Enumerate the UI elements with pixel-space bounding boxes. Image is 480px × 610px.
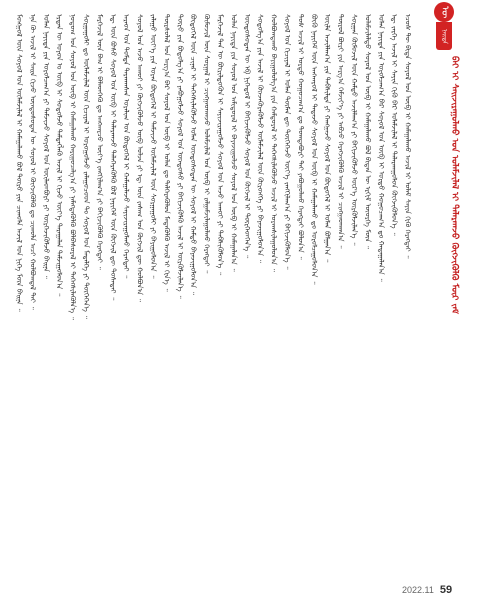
text-column: ᠮᠡᠷᠭᠡᠵᠢᠯ ᠲᠡᠨ ᠦ ᠪᠦᠷᠢᠯᠳᠦᠭᠦᠨ ᠢ ᠰᠠᠶᠢᠵᠢᠷᠠᠭᠤᠯᠵᠤ ᠰᠣᠶᠣᠯ ᠤᠨ ᠠᠵᠤ ᠠᠬᠤᠢ ᠶᠢ ᠳᠡᠪᠰᠢᠭᠦᠯᠦᠨ᠎ᠡ ᠃ <box>216 14 225 276</box>
text-column: ᠡᠳ᠋ ᠦᠨ ᠪᠤᠰᠤ ᠰᠣᠶᠣᠯ ᠤᠨ ᠥᠪ ᠢ ᠲᠠᠯᠠᠷᠬᠠᠵᠤ ᠳᠡᠯᠡᠭᠡᠷᠡᠭᠦᠯᠬᠦ ᠪᠣᠯ ᠨᠡᠶᠢᠭᠡᠮ ᠦᠨ ᠬᠥᠭᠵᠢᠯ ᠳᠦ ᠲᠤᠰᠠᠲᠠᠢ ᠃ <box>108 14 118 301</box>
text-column: ᠳᠦᠷᠰᠦᠯᠡᠯ ᠤᠨ ᠠᠷᠭ᠎ᠠ ᠪᠡᠷ ᠰᠣᠶᠣᠯ ᠤᠨ ᠥᠪ ᠢ ᠣᠯᠠᠨ ᠳᠤ ᠳᠡᠯᠭᠡᠷᠡᠭᠦᠯᠦᠨ ᠮᠡᠳᠡᠭᠦᠯᠬᠦ ᠠᠵᠢᠯ ᠢ ᠬᠢᠨ᠎ᠡ ᠃ <box>162 14 172 292</box>
text-column: ᠣᠯᠠᠨ ᠨᠡᠶᠢᠲᠡ ᠶᠢᠨ ᠣᠷᠤᠯᠴᠠᠭ᠎ᠠ ᠪᠡᠷ ᠰᠣᠶᠣᠯ ᠤᠨ ᠥᠪ ᠢ ᠤᠷᠲᠤ ᠬᠤᠭᠤᠴᠠᠭ᠎ᠠ ᠳᠤ ᠬᠠᠳᠠᠭᠠᠯᠠᠨ᠎ᠠ ᠃ <box>376 14 386 282</box>
text-column: ᠣᠯᠠᠨ ᠨᠡᠶᠢᠲᠡ ᠶᠢᠨ ᠣᠷᠤᠯᠴᠠᠭ᠎ᠠ ᠶᠢ ᠳᠡᠮᠵᠢᠵᠦ ᠰᠣᠶᠣᠯ ᠤᠨ ᠦᠢᠯᠡᠳᠪᠦᠷᠢ ᠶᠢ ᠥᠷᠭᠡᠵᠢᠭᠦᠯᠵᠦ ᠪᠠᠢᠨᠠ ᠃ <box>41 14 51 279</box>
text-column: ᠤᠯᠠᠮᠵᠢᠯᠠᠯᠲᠤ ᠰᠣᠶᠣᠯ ᠤᠨ ᠥᠪ ᠢ ᠬᠠᠮᠠᠭᠠᠯᠠᠬᠤ ᠪᠣᠯ ᠪᠢᠳᠡᠨ ᠦ ᠡᠷᠬᠢᠮ ᠦᠦᠷᠭᠡ ᠮᠥᠨ ᠃ <box>363 14 373 250</box>
text-column: ᠪᠦᠬᠦ ᠨᠡᠶᠢᠭᠡᠮ ᠦᠨ ᠠᠩᠬᠠᠷᠤᠯ ᠢ ᠲᠠᠲᠠᠵᠤ ᠰᠣᠶᠣᠯ ᠤᠨ ᠥᠪ ᠢ ᠬᠠᠮᠠᠭᠠᠯᠠᠬᠤ ᠳᠤ ᠣᠷᠤᠯᠴᠠᠭᠤᠯᠤᠨ᠎ᠠ ᠃ <box>309 14 319 285</box>
article-title: ᠪᠠᠢ ᠢ ᠰᠠᠢᠵᠢᠷᠠᠭᠤᠯᠬᠤ ᠤᠨ ᠤᠯᠠᠮᠵᠢᠯᠠᠯ ᠢ ᠲᠠᠯᠠᠷᠬᠠᠵᠤ ᠬᠥᠭᠵᠢᠭᠦᠯᠬᠦ ᠮᠥᠷ ᠵᠠᠮ <box>449 56 459 314</box>
text-column: ᠰᠣᠶᠣᠯ ᠤᠨ ᠠᠵᠤ ᠠᠬᠤᠢ ᠶᠢ ᠬᠥᠭᠵᠢᠭᠦᠯᠵᠦ ᠥᠪ ᠣᠯᠵᠠ ᠶᠢ ᠡᠳ᠋ ᠦᠨ ᠵᠠᠰᠠᠭ ᠤᠨ ᠬᠥᠭᠵᠢᠯ ᠳᠦ ᠬᠣᠯᠪᠣᠨ᠎ᠠ ᠃ <box>135 14 145 303</box>
text-column: ᠲᠥᠷᠥᠯ ᠪᠦᠷᠢ ᠶᠢᠨ ᠠᠷᠭ᠎ᠠ ᠬᠡᠮᠵᠢᠶ᠎ᠡ ᠶᠢ ᠠᠪᠴᠤ ᠬᠡᠷᠡᠭᠵᠢᠭᠦᠯᠬᠦ ᠠᠵᠢᠯ ᠢ ᠴᠢᠩᠭᠠᠳᠬᠠᠨ᠎ᠠ ᠃ <box>336 14 346 249</box>
section-label: ᠨᠡᠢᠲᠡ <box>436 22 452 50</box>
text-column: ᠨᠤᠲᠤᠭ ᠤᠨ ᠰᠣᠶᠣᠯ ᠤᠨ ᠥᠪ ᠢ ᠬᠠᠮᠠᠭᠠᠯᠠᠬᠤ ᠬᠠᠷᠢᠭᠤᠴᠠᠯᠭ᠎ᠠ ᠶᠢ ᠨᠡᠮᠡᠭᠳᠡᠭᠦᠯᠬᠦ ᠪᠣᠯᠪᠠᠰᠤᠷᠠᠯ ᠢ ᠳᠡᠭᠡᠭᠰᠢᠯᠡᠭᠦᠯᠨ᠎ᠡ ᠃ <box>68 14 78 321</box>
text-column: ᠬᠦᠮᠦᠵᠢᠯ ᠦᠨ ᠰᠤᠷᠭᠠᠯ ᠢ ᠴᠢᠩᠭᠠᠳᠬᠠᠵᠤ ᠤᠯᠠᠮᠵᠢᠯᠠᠯ ᠤᠨ ᠥᠪ ᠢ ᠵᠠᠯᠭᠠᠮᠵᠢᠯᠠᠭᠤᠯᠬᠤ ᠬᠡᠷᠡᠭᠲᠡᠢ ᠃ <box>202 14 212 274</box>
text-column: ᠡᠳ᠋ ᠵᠡᠷᠭᠡ ᠠᠵᠢᠯ ᠢ ᠰᠠᠶᠢᠨ ᠬᠢᠬᠦ ᠪᠡᠷ ᠤᠯᠠᠮᠵᠢᠯᠠᠯ ᠢ ᠲᠠᠯᠠᠷᠬᠠᠭᠤᠯᠤᠨ ᠬᠥᠭᠵᠢᠭᠦᠯᠦᠨ᠎ᠡ ᠃ <box>390 14 400 236</box>
text-column: ᠡᠨᠡ ᠬᠦ ᠠᠵᠢᠯ ᠢ ᠰᠠᠢᠨ ᠬᠢᠵᠦ ᠦᠨᠳᠦᠰᠦᠲᠡᠨ ᠦ ᠰᠣᠶᠣᠯ ᠢ ᠬᠥᠭᠵᠢᠭᠦᠯᠬᠦ ᠳᠤ ᠴᠢᠬᠤᠯᠠ ᠠᠴᠢ ᠬᠣᠯᠪᠣᠭᠳᠠᠯ ᠲᠠᠢ ᠃ <box>28 14 38 310</box>
text-column: ᠦᠢᠯᠡ ᠠᠵᠢᠯᠯᠠᠭ᠎ᠠ ᠶᠢᠨ ᠳᠡᠪᠰᠢᠯᠲᠡ ᠶᠢ ᠬᠠᠩᠭᠠᠵᠤ ᠰᠣᠶᠣᠯ ᠤᠨ ᠪᠦᠲᠦᠭᠡᠯ ᠢ ᠣᠯᠠᠨ ᠪᠣᠯᠭᠠᠨ᠎ᠠ ᠃ <box>323 14 333 263</box>
text-column: ᠮᠡᠷᠭᠡᠵᠢᠯ ᠦᠨ ᠪᠠᠭ ᠢ ᠪᠡᠯᠡᠳᠬᠡᠬᠦ ᠳᠤ ᠠᠩᠬᠠᠷᠴᠤ ᠦᠶ᠎ᠡ ᠵᠠᠩᠭᠢᠯᠠᠭ᠎ᠠ ᠶᠢ ᠪᠡᠬᠢᠵᠢᠭᠦᠯᠬᠦ ᠬᠡᠷᠡᠭᠲᠡᠢ ᠃ <box>95 14 105 270</box>
text-column: ᠦᠨᠳᠦᠰᠦᠲᠡᠨ ᠦ ᠡᠪ ᠨᠢᠭᠡᠳᠦᠯ ᠢ ᠪᠡᠬᠢᠵᠢᠭᠦᠯᠵᠦ ᠰᠣᠶᠣᠯ ᠤᠨ ᠬᠥᠭᠵᠢᠯ ᠢ ᠲᠦᠷᠭᠡᠳᠬᠡᠨ᠎ᠡ ᠃ <box>242 14 252 259</box>
badge-glyph: ᠦ <box>439 5 450 19</box>
text-column: ᠠᠷᠠᠳ ᠤᠨ ᠳᠤᠮᠳᠠ ᠲᠠᠷᠬᠠᠭᠰᠠᠨ ᠤᠷᠠᠯᠢᠭ ᠤᠨ ᠪᠦᠲᠦᠭᠡᠯ ᠢ ᠬᠠᠮᠠᠭᠠᠯᠠᠵᠤ ᠰᠠᠶᠢᠵᠢᠷᠠᠭᠤᠯᠬᠤ ᠬᠡᠷᠡᠭᠲᠡᠢ ᠃ <box>122 14 132 279</box>
page-number: 59 <box>439 584 453 596</box>
text-column: ᠰᠣᠶᠣᠯ ᠤᠨ ᠬᠢᠴᠢᠶᠡᠯ ᠢ ᠣᠯᠠᠨ ᠲᠦᠮᠡᠨ ᠳᠦ ᠲᠦᠭᠡᠭᠡᠵᠦ ᠦᠶ᠎ᠡ ᠵᠠᠩᠭᠢᠯᠠᠭ᠎ᠠ ᠶᠢ ᠪᠡᠬᠢᠵᠢᠭᠦᠯᠦᠨ᠎ᠡ ᠃ <box>283 14 292 270</box>
text-column: ᠲᠤᠰ ᠠᠵᠢᠯ ᠢ ᠤᠷᠲᠤ ᠬᠤᠭᠤᠴᠠᠭ᠎ᠠ ᠳᠤ ᠲᠣᠭᠲᠠᠪᠤᠷᠢ ᠲᠠᠢ ᠶᠠᠪᠤᠭᠤᠯᠬᠤ ᠬᠡᠷᠡᠭᠲᠡᠢ ᠪᠣᠯᠤᠨ᠎ᠠ ᠃ <box>296 14 306 260</box>
issue-date: 2022.11 <box>402 585 434 595</box>
text-column: ᠡᠷᠲᠡᠨ ᠦ ᠣᠶᠤᠨ ᠤ ᠥᠪ ᠢ ᠰᠤᠳᠤᠯᠵᠤ ᠲᠡᠮᠳᠡᠭᠯᠡᠬᠦ ᠠᠵᠢᠯ ᠢ ᠬᠢᠵᠦ ᠦᠶ᠎ᠡ ᠳᠠᠷᠠᠭᠠᠯᠠᠨ ᠳᠠᠮᠵᠢᠭᠤᠯᠤᠨ᠎ᠠ ᠃ <box>55 14 65 297</box>
section-badge <box>434 2 454 22</box>
text-column: ᠮᠣᠩᠭᠣᠯ ᠦᠨ ᠰᠣᠶᠣᠯ ᠤᠨ ᠦᠯᠡᠮᠵᠢᠯᠡᠯ ᠢ ᠬᠠᠮᠠᠭᠠᠯᠠᠬᠤ ᠪᠣᠯ ᠲᠥᠷᠦ ᠶᠢᠨ ᠴᠢᠬᠤᠯᠠ ᠠᠵᠢᠯ ᠤᠨ ᠨᠢᠭᠡ ᠮᠥᠨ ᠪᠠᠢᠨᠠ ᠃ <box>15 14 24 312</box>
text-column: ᠪᠦᠲᠦᠭᠡᠯ ᠦᠨ ᠴᠢᠨᠠᠷ ᠢ ᠳᠡᠭᠡᠭᠰᠢᠯᠡᠭᠦᠯᠵᠦ ᠣᠯᠠᠨ ᠦᠨᠳᠦᠰᠦᠲᠡᠨ ᠦ ᠰᠣᠶᠣᠯ ᠢ ᠬᠠᠮᠲᠤ ᠪᠠᠶᠠᠵᠢᠭᠤᠯᠤᠨ᠎ᠠ ᠃ <box>189 14 199 296</box>
text-column: ᠡᠴᠦᠰ ᠲᠦ ᠪᠢᠳᠡ ᠰᠣᠶᠣᠯ ᠤᠨ ᠥᠪ ᠢ ᠬᠠᠮᠠᠭᠠᠯᠠᠬᠤ ᠠᠵᠢᠯ ᠢ ᠤᠯᠠᠮ ᠰᠠᠶᠢᠨ ᠬᠢᠬᠦ ᠬᠡᠷᠡᠭᠲᠡᠢ ᠃ <box>403 14 413 259</box>
text-column: ᠬᠣᠯᠪᠣᠭᠳᠠᠬᠤ ᠪᠠᠶᠢᠭᠤᠯᠤᠯᠭ᠎ᠠ ᠶᠢᠨ ᠬᠠᠮᠲᠤᠷᠠᠯ ᠢ ᠳᠡᠭᠡᠭᠰᠢᠯᠡᠭᠦᠯᠵᠦ ᠠᠵᠢᠯ ᠢ ᠤᠷᠠᠭᠰᠢᠯᠠᠭᠤᠯᠤᠨ᠎ᠠ ᠃ <box>269 14 279 272</box>
text-column: ᠰᠤᠷᠭᠠᠭᠤᠯᠢ ᠳᠤ ᠦᠯᠡᠮᠵᠢᠯᠡᠯ ᠦᠨ ᠬᠢᠴᠢᠶᠡᠯ ᠢ ᠣᠷᠤᠭᠤᠯᠵᠤ ᠵᠠᠯᠠᠭᠤᠴᠤᠳ ᠲᠤ ᠰᠣᠶᠣᠯ ᠤᠨ ᠮᠡᠳᠡᠯᠭᠡ ᠶᠢ ᠲᠦᠭᠡᠭᠡᠨ᠎ᠡ ᠃ <box>82 14 91 319</box>
page-footer <box>402 584 452 596</box>
text-column: ᠲᠥᠷᠦ ᠶᠢᠨ ᠪᠤᠳᠤᠯᠭ᠎ᠠ ᠶᠢ ᠶᠠᠪᠤᠭᠤᠯᠵᠤ ᠰᠣᠶᠣᠯ ᠤᠨ ᠦᠨᠳᠦᠰᠦ ᠶᠢ ᠪᠡᠬᠢᠵᠢᠭᠦᠯᠬᠦ ᠠᠵᠢᠯ ᠢ ᠦᠷᠭᠦᠯᠵᠢᠯᠡᠨ᠎ᠡ ᠃ <box>175 14 185 299</box>
text-column: ᠰᠤᠷᠭᠠᠨ ᠬᠦᠮᠦᠵᠢᠯ ᠦᠨ ᠬᠠᠮᠲᠤ ᠠᠵᠢᠯᠯᠠᠭ᠎ᠠ ᠶᠢ ᠪᠡᠬᠢᠵᠢᠭᠦᠯᠵᠦ ᠦᠷ᠎ᠡ ᠦᠷᠭᠦᠯᠵᠢᠯᠡᠨ᠎ᠡ ᠃ <box>350 14 359 246</box>
text-column: ᠵᠠᠯᠠᠭᠤ ᠦᠶ᠎ᠡ ᠶᠢᠨ ᠤᠷᠠᠨ ᠪᠦᠲᠦᠭᠡᠯ ᠢ ᠳᠡᠮᠵᠢᠵᠦ ᠦᠯᠡᠮᠵᠢᠯᠡᠯ ᠦᠨ ᠰᠤᠷᠭᠠᠭᠤᠯᠢ ᠶᠢ ᠪᠠᠶᠢᠭᠤᠯᠤᠨ᠎ᠠ ᠃ <box>149 14 158 279</box>
text-column: ᠰᠤᠳᠤᠯᠭ᠎ᠠ ᠶᠢᠨ ᠠᠵᠢᠯ ᠢ ᠭᠦᠨᠵᠡᠭᠦᠷᠡᠭᠦᠯᠵᠦ ᠦᠯᠡᠮᠵᠢᠯᠡᠯ ᠦᠨ ᠬᠥᠷᠥᠩᠭᠡ ᠶᠢ ᠪᠠᠶᠠᠵᠢᠭᠤᠯᠤᠨ᠎ᠠ ᠃ <box>256 14 266 264</box>
text-column: ᠣᠯᠠᠨ ᠨᠡᠶᠢᠲᠡ ᠶᠢᠨ ᠰᠣᠶᠣᠯ ᠤᠨ ᠠᠮᠢᠳᠤᠷᠠᠯ ᠢ ᠪᠠᠶᠠᠵᠢᠭᠤᠯᠵᠤ ᠰᠣᠶᠣᠯ ᠤᠨ ᠥᠪ ᠢ ᠬᠠᠮᠠᠭᠠᠯᠠᠨ᠎ᠠ ᠃ <box>229 14 239 272</box>
